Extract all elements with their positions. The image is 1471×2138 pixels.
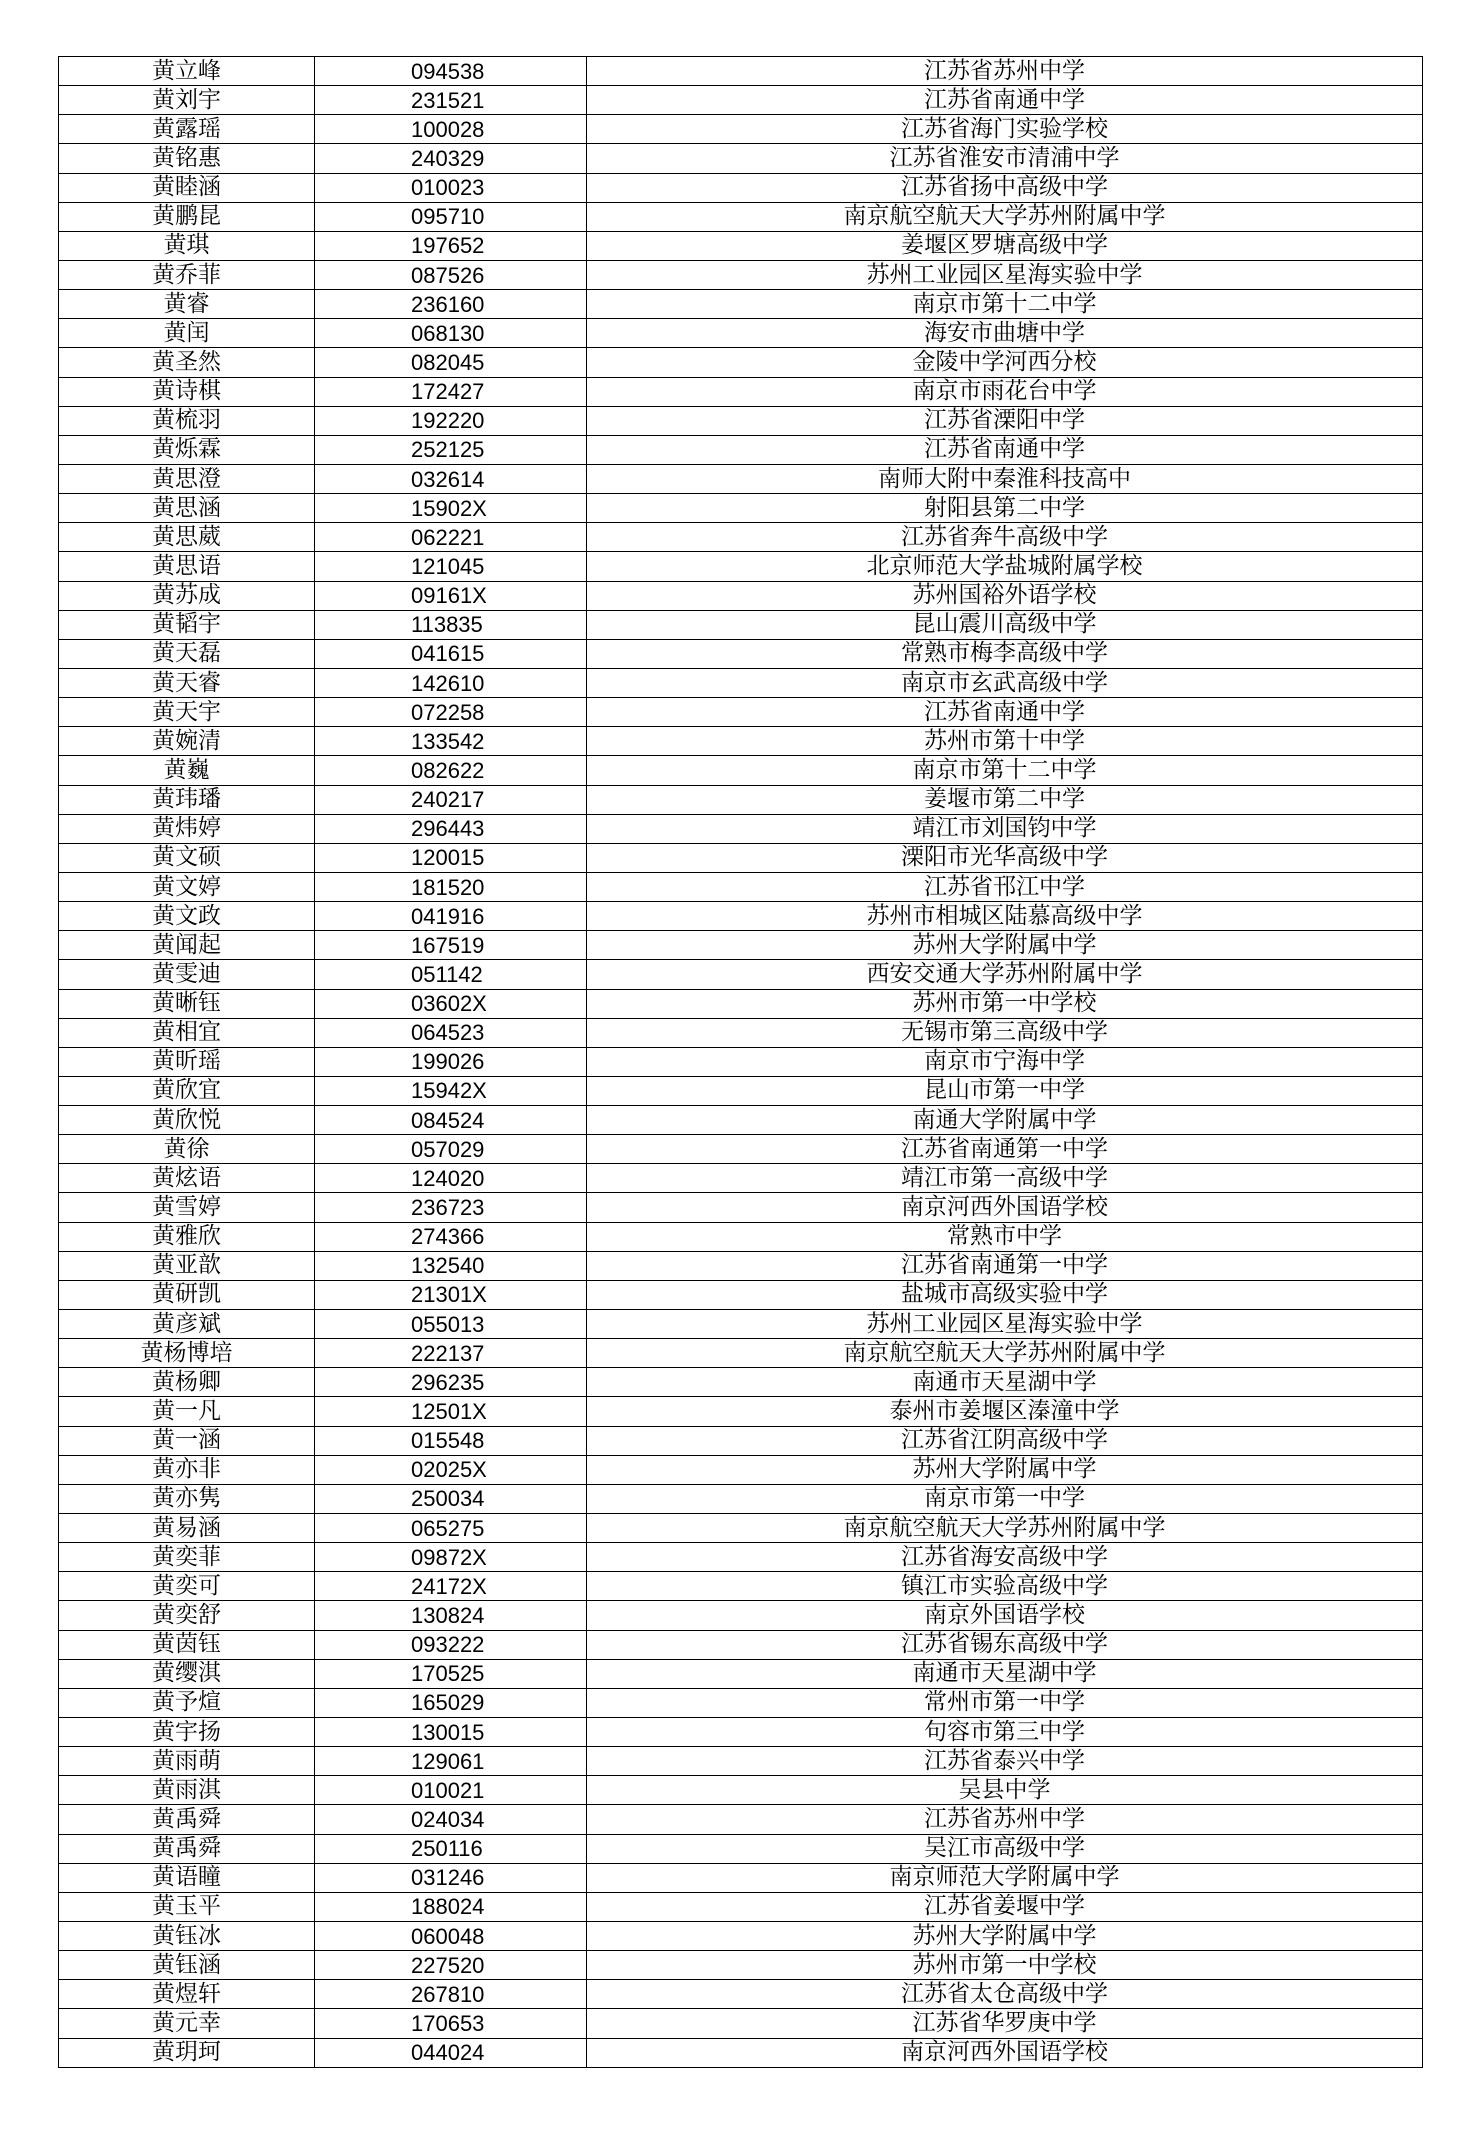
school-name-cell: 镇江市实验高级中学: [587, 1572, 1423, 1601]
table-row: [59, 902, 1423, 931]
student-id-cell: 072258: [315, 698, 587, 727]
student-name-cell: 黄杨博培: [59, 1339, 315, 1368]
school-name-cell: 南京市第十二中学: [587, 756, 1423, 785]
school-name-cell: 姜堰市第二中学: [587, 785, 1423, 814]
student-id-cell: 132540: [315, 1251, 587, 1280]
student-id-cell: 02025X: [315, 1455, 587, 1484]
student-name-cell: 黄相宜: [59, 1018, 315, 1047]
school-name-cell: 南京航空航天大学苏州附属中学: [587, 202, 1423, 231]
school-name-cell: 江苏省奔牛高级中学: [587, 523, 1423, 552]
student-id-cell: 172427: [315, 377, 587, 406]
student-name-cell: 黄思涵: [59, 494, 315, 523]
school-name-cell: 常州市第一中学: [587, 1688, 1423, 1717]
school-name-cell: 苏州市第一中学校: [587, 1951, 1423, 1980]
student-name-cell: 黄杨卿: [59, 1368, 315, 1397]
student-name-cell: 黄雨萌: [59, 1747, 315, 1776]
school-name-cell: 句容市第三中学: [587, 1718, 1423, 1747]
student-id-cell: 129061: [315, 1747, 587, 1776]
student-name-cell: 黄缨淇: [59, 1659, 315, 1688]
student-id-cell: 024034: [315, 1805, 587, 1834]
school-name-cell: 南京外国语学校: [587, 1601, 1423, 1630]
student-id-cell: 015548: [315, 1426, 587, 1455]
table-row: [59, 348, 1423, 377]
student-id-cell: 051142: [315, 960, 587, 989]
student-name-cell: 黄玮璠: [59, 785, 315, 814]
student-id-cell: 240329: [315, 144, 587, 173]
table-row: [59, 377, 1423, 406]
school-name-cell: 苏州市第十中学: [587, 727, 1423, 756]
student-id-cell: 15902X: [315, 494, 587, 523]
table-row: [59, 843, 1423, 872]
student-name-cell: 黄乔菲: [59, 260, 315, 289]
table-row: [59, 581, 1423, 610]
student-name-cell: 黄思语: [59, 552, 315, 581]
student-name-cell: 黄亦隽: [59, 1484, 315, 1513]
school-name-cell: 江苏省南通中学: [587, 435, 1423, 464]
student-name-cell: 黄钰涵: [59, 1951, 315, 1980]
school-name-cell: 苏州市第一中学校: [587, 989, 1423, 1018]
student-id-cell: 041615: [315, 639, 587, 668]
school-name-cell: 江苏省华罗庚中学: [587, 2009, 1423, 2038]
student-name-cell: 黄雅欣: [59, 1222, 315, 1251]
student-id-cell: 222137: [315, 1339, 587, 1368]
student-name-cell: 黄鹏昆: [59, 202, 315, 231]
student-name-cell: 黄奕舒: [59, 1601, 315, 1630]
student-name-cell: 黄易涵: [59, 1514, 315, 1543]
student-name-cell: 黄闻起: [59, 931, 315, 960]
student-name-cell: 黄研凯: [59, 1280, 315, 1309]
student-name-cell: 黄睦涵: [59, 173, 315, 202]
student-name-cell: 黄亦非: [59, 1455, 315, 1484]
table-row: [59, 464, 1423, 493]
school-name-cell: 江苏省扬中高级中学: [587, 173, 1423, 202]
table-row: [59, 1280, 1423, 1309]
student-id-cell: 113835: [315, 610, 587, 639]
student-id-cell: 170525: [315, 1659, 587, 1688]
student-name-cell: 黄宇扬: [59, 1718, 315, 1747]
table-row: [59, 202, 1423, 231]
student-id-cell: 031246: [315, 1863, 587, 1892]
table-row: [59, 552, 1423, 581]
student-name-cell: 黄露瑶: [59, 115, 315, 144]
table-row: [59, 115, 1423, 144]
student-name-cell: 黄文婷: [59, 872, 315, 901]
student-id-cell: 199026: [315, 1047, 587, 1076]
student-name-cell: 黄奕可: [59, 1572, 315, 1601]
student-name-cell: 黄思葳: [59, 523, 315, 552]
student-id-cell: 296443: [315, 814, 587, 843]
school-name-cell: 江苏省江阴高级中学: [587, 1426, 1423, 1455]
table-row: [59, 1047, 1423, 1076]
student-id-cell: 227520: [315, 1951, 587, 1980]
student-name-cell: 黄彦斌: [59, 1310, 315, 1339]
table-row: [59, 1776, 1423, 1805]
student-name-cell: 黄思澄: [59, 464, 315, 493]
student-id-cell: 032614: [315, 464, 587, 493]
student-id-cell: 231521: [315, 86, 587, 115]
school-name-cell: 南京航空航天大学苏州附属中学: [587, 1339, 1423, 1368]
school-name-cell: 江苏省海门实验学校: [587, 115, 1423, 144]
table-row: [59, 2009, 1423, 2038]
table-row: [59, 872, 1423, 901]
school-name-cell: 溧阳市光华高级中学: [587, 843, 1423, 872]
student-id-cell: 130824: [315, 1601, 587, 1630]
school-name-cell: 南通市天星湖中学: [587, 1659, 1423, 1688]
student-name-cell: 黄元幸: [59, 2009, 315, 2038]
student-id-cell: 133542: [315, 727, 587, 756]
student-id-cell: 252125: [315, 435, 587, 464]
student-name-cell: 黄欣悦: [59, 1106, 315, 1135]
table-row: [59, 785, 1423, 814]
student-name-cell: 黄一凡: [59, 1397, 315, 1426]
table-row: [59, 173, 1423, 202]
school-name-cell: 无锡市第三高级中学: [587, 1018, 1423, 1047]
student-name-cell: 黄禹舜: [59, 1805, 315, 1834]
student-id-cell: 093222: [315, 1630, 587, 1659]
school-name-cell: 姜堰区罗塘高级中学: [587, 231, 1423, 260]
school-name-cell: 南京师范大学附属中学: [587, 1863, 1423, 1892]
student-id-cell: 121045: [315, 552, 587, 581]
school-name-cell: 苏州大学附属中学: [587, 1455, 1423, 1484]
school-name-cell: 南京市第十二中学: [587, 290, 1423, 319]
student-name-cell: 黄雯迪: [59, 960, 315, 989]
table-row: [59, 814, 1423, 843]
student-name-cell: 黄玉平: [59, 1892, 315, 1921]
school-name-cell: 吴江市高级中学: [587, 1834, 1423, 1863]
student-id-cell: 010021: [315, 1776, 587, 1805]
school-name-cell: 苏州市相城区陆慕高级中学: [587, 902, 1423, 931]
student-name-cell: 黄昕瑶: [59, 1047, 315, 1076]
student-id-cell: 24172X: [315, 1572, 587, 1601]
school-name-cell: 苏州国裕外语学校: [587, 581, 1423, 610]
table-row: [59, 1076, 1423, 1105]
student-name-cell: 黄圣然: [59, 348, 315, 377]
student-id-cell: 165029: [315, 1688, 587, 1717]
school-name-cell: 江苏省海安高级中学: [587, 1543, 1423, 1572]
school-name-cell: 苏州工业园区星海实验中学: [587, 260, 1423, 289]
student-name-cell: 黄天磊: [59, 639, 315, 668]
table-row: [59, 960, 1423, 989]
student-name-cell: 黄刘宇: [59, 86, 315, 115]
school-name-cell: 江苏省锡东高级中学: [587, 1630, 1423, 1659]
table-row: [59, 2038, 1423, 2067]
student-id-cell: 181520: [315, 872, 587, 901]
table-row: [59, 435, 1423, 464]
school-name-cell: 苏州工业园区星海实验中学: [587, 1310, 1423, 1339]
student-id-cell: 065275: [315, 1514, 587, 1543]
student-id-cell: 21301X: [315, 1280, 587, 1309]
student-name-cell: 黄婉清: [59, 727, 315, 756]
school-name-cell: 海安市曲塘中学: [587, 319, 1423, 348]
student-id-cell: 240217: [315, 785, 587, 814]
student-name-cell: 黄煜轩: [59, 1980, 315, 2009]
student-name-cell: 黄徐: [59, 1135, 315, 1164]
table-row: [59, 57, 1423, 86]
school-name-cell: 苏州大学附属中学: [587, 931, 1423, 960]
student-id-cell: 188024: [315, 1892, 587, 1921]
student-id-cell: 082622: [315, 756, 587, 785]
student-id-cell: 095710: [315, 202, 587, 231]
student-name-cell: 黄玥珂: [59, 2038, 315, 2067]
student-id-cell: 055013: [315, 1310, 587, 1339]
table-row: [59, 1251, 1423, 1280]
table-row: [59, 1164, 1423, 1193]
student-id-cell: 167519: [315, 931, 587, 960]
student-name-cell: 黄韬宇: [59, 610, 315, 639]
student-id-cell: 124020: [315, 1164, 587, 1193]
student-name-cell: 黄雨淇: [59, 1776, 315, 1805]
table-row: [59, 1601, 1423, 1630]
school-name-cell: 江苏省南通中学: [587, 86, 1423, 115]
table-row: [59, 1834, 1423, 1863]
table-row: [59, 1397, 1423, 1426]
school-name-cell: 江苏省泰兴中学: [587, 1747, 1423, 1776]
student-id-cell: 09872X: [315, 1543, 587, 1572]
student-name-cell: 黄亚歆: [59, 1251, 315, 1280]
school-name-cell: 江苏省苏州中学: [587, 57, 1423, 86]
student-name-cell: 黄雪婷: [59, 1193, 315, 1222]
student-id-cell: 068130: [315, 319, 587, 348]
student-id-cell: 267810: [315, 1980, 587, 2009]
student-name-cell: 黄晰钰: [59, 989, 315, 1018]
student-name-cell: 黄文政: [59, 902, 315, 931]
student-id-cell: 100028: [315, 115, 587, 144]
student-id-cell: 084524: [315, 1106, 587, 1135]
table-row: [59, 1222, 1423, 1251]
student-name-cell: 黄文硕: [59, 843, 315, 872]
student-name-cell: 黄铭惠: [59, 144, 315, 173]
table-row: [59, 1135, 1423, 1164]
table-row: [59, 1106, 1423, 1135]
table-row: [59, 756, 1423, 785]
student-name-cell: 黄苏成: [59, 581, 315, 610]
table-row: [59, 290, 1423, 319]
school-name-cell: 江苏省苏州中学: [587, 1805, 1423, 1834]
school-name-cell: 南京航空航天大学苏州附属中学: [587, 1514, 1423, 1543]
student-table: [58, 56, 1423, 2068]
school-name-cell: 昆山震川高级中学: [587, 610, 1423, 639]
student-id-cell: 041916: [315, 902, 587, 931]
school-name-cell: 南京市雨花台中学: [587, 377, 1423, 406]
student-id-cell: 192220: [315, 406, 587, 435]
student-id-cell: 082045: [315, 348, 587, 377]
school-name-cell: 靖江市刘国钧中学: [587, 814, 1423, 843]
student-id-cell: 03602X: [315, 989, 587, 1018]
table-row: [59, 1688, 1423, 1717]
student-name-cell: 黄睿: [59, 290, 315, 319]
student-name-cell: 黄禹舜: [59, 1834, 315, 1863]
student-id-cell: 236723: [315, 1193, 587, 1222]
student-id-cell: 094538: [315, 57, 587, 86]
student-id-cell: 130015: [315, 1718, 587, 1747]
student-name-cell: 黄茵钰: [59, 1630, 315, 1659]
table-row: [59, 1747, 1423, 1776]
student-id-cell: 062221: [315, 523, 587, 552]
table-row: [59, 668, 1423, 697]
student-name-cell: 黄一涵: [59, 1426, 315, 1455]
school-name-cell: 江苏省姜堰中学: [587, 1892, 1423, 1921]
table-row: [59, 1193, 1423, 1222]
student-id-cell: 120015: [315, 843, 587, 872]
table-row: [59, 1339, 1423, 1368]
table-row: [59, 260, 1423, 289]
school-name-cell: 北京师范大学盐城附属学校: [587, 552, 1423, 581]
table-row: [59, 1018, 1423, 1047]
table-row: [59, 1514, 1423, 1543]
table-row: [59, 1572, 1423, 1601]
table-row: [59, 231, 1423, 260]
table-row: [59, 639, 1423, 668]
table-row: [59, 727, 1423, 756]
school-name-cell: 江苏省南通第一中学: [587, 1135, 1423, 1164]
table-row: [59, 523, 1423, 552]
student-name-cell: 黄语瞳: [59, 1863, 315, 1892]
school-name-cell: 泰州市姜堰区溱潼中学: [587, 1397, 1423, 1426]
student-name-cell: 黄奕菲: [59, 1543, 315, 1572]
table-row: [59, 1951, 1423, 1980]
school-name-cell: 金陵中学河西分校: [587, 348, 1423, 377]
school-name-cell: 南京河西外国语学校: [587, 2038, 1423, 2067]
school-name-cell: 南师大附中秦淮科技高中: [587, 464, 1423, 493]
student-id-cell: 15942X: [315, 1076, 587, 1105]
student-name-cell: 黄炜婷: [59, 814, 315, 843]
student-name-cell: 黄诗棋: [59, 377, 315, 406]
table-row: [59, 931, 1423, 960]
student-name-cell: 黄烁霖: [59, 435, 315, 464]
school-name-cell: 南京市宁海中学: [587, 1047, 1423, 1076]
school-name-cell: 江苏省南通中学: [587, 698, 1423, 727]
student-id-cell: 197652: [315, 231, 587, 260]
student-name-cell: 黄予煊: [59, 1688, 315, 1717]
school-name-cell: 南京市玄武高级中学: [587, 668, 1423, 697]
student-table-body: [59, 57, 1423, 2068]
table-row: [59, 1805, 1423, 1834]
student-id-cell: 250034: [315, 1484, 587, 1513]
school-name-cell: 盐城市高级实验中学: [587, 1280, 1423, 1309]
student-name-cell: 黄梳羽: [59, 406, 315, 435]
school-name-cell: 江苏省邗江中学: [587, 872, 1423, 901]
student-id-cell: 09161X: [315, 581, 587, 610]
table-row: [59, 1718, 1423, 1747]
table-row: [59, 1310, 1423, 1339]
student-name-cell: 黄立峰: [59, 57, 315, 86]
student-id-cell: 250116: [315, 1834, 587, 1863]
table-row: [59, 610, 1423, 639]
table-row: [59, 1630, 1423, 1659]
table-row: [59, 1543, 1423, 1572]
student-name-cell: 黄琪: [59, 231, 315, 260]
student-id-cell: 057029: [315, 1135, 587, 1164]
table-row: [59, 989, 1423, 1018]
student-id-cell: 087526: [315, 260, 587, 289]
school-name-cell: 南京河西外国语学校: [587, 1193, 1423, 1222]
school-name-cell: 常熟市梅李高级中学: [587, 639, 1423, 668]
student-id-cell: 274366: [315, 1222, 587, 1251]
school-name-cell: 江苏省溧阳中学: [587, 406, 1423, 435]
table-row: [59, 1980, 1423, 2009]
table-row: [59, 1922, 1423, 1951]
school-name-cell: 南通市天星湖中学: [587, 1368, 1423, 1397]
student-id-cell: 12501X: [315, 1397, 587, 1426]
student-id-cell: 044024: [315, 2038, 587, 2067]
table-row: [59, 1368, 1423, 1397]
table-row: [59, 144, 1423, 173]
student-name-cell: 黄天睿: [59, 668, 315, 697]
school-name-cell: 苏州大学附属中学: [587, 1922, 1423, 1951]
school-name-cell: 江苏省南通第一中学: [587, 1251, 1423, 1280]
student-id-cell: 142610: [315, 668, 587, 697]
student-name-cell: 黄钰冰: [59, 1922, 315, 1951]
school-name-cell: 西安交通大学苏州附属中学: [587, 960, 1423, 989]
table-row: [59, 1426, 1423, 1455]
table-row: [59, 1863, 1423, 1892]
student-name-cell: 黄欣宜: [59, 1076, 315, 1105]
school-name-cell: 南通大学附属中学: [587, 1106, 1423, 1135]
student-id-cell: 170653: [315, 2009, 587, 2038]
student-id-cell: 296235: [315, 1368, 587, 1397]
student-name-cell: 黄天宇: [59, 698, 315, 727]
school-name-cell: 江苏省太仓高级中学: [587, 1980, 1423, 2009]
student-id-cell: 010023: [315, 173, 587, 202]
student-id-cell: 236160: [315, 290, 587, 319]
student-name-cell: 黄炫语: [59, 1164, 315, 1193]
school-name-cell: 南京市第一中学: [587, 1484, 1423, 1513]
table-row: [59, 698, 1423, 727]
table-row: [59, 1659, 1423, 1688]
student-id-cell: 064523: [315, 1018, 587, 1047]
student-name-cell: 黄闰: [59, 319, 315, 348]
school-name-cell: 靖江市第一高级中学: [587, 1164, 1423, 1193]
table-row: [59, 1455, 1423, 1484]
table-row: [59, 1484, 1423, 1513]
school-name-cell: 常熟市中学: [587, 1222, 1423, 1251]
student-name-cell: 黄巍: [59, 756, 315, 785]
school-name-cell: 吴县中学: [587, 1776, 1423, 1805]
school-name-cell: 江苏省淮安市清浦中学: [587, 144, 1423, 173]
table-row: [59, 319, 1423, 348]
school-name-cell: 昆山市第一中学: [587, 1076, 1423, 1105]
table-row: [59, 494, 1423, 523]
table-row: [59, 86, 1423, 115]
school-name-cell: 射阳县第二中学: [587, 494, 1423, 523]
student-id-cell: 060048: [315, 1922, 587, 1951]
table-row: [59, 406, 1423, 435]
table-row: [59, 1892, 1423, 1921]
